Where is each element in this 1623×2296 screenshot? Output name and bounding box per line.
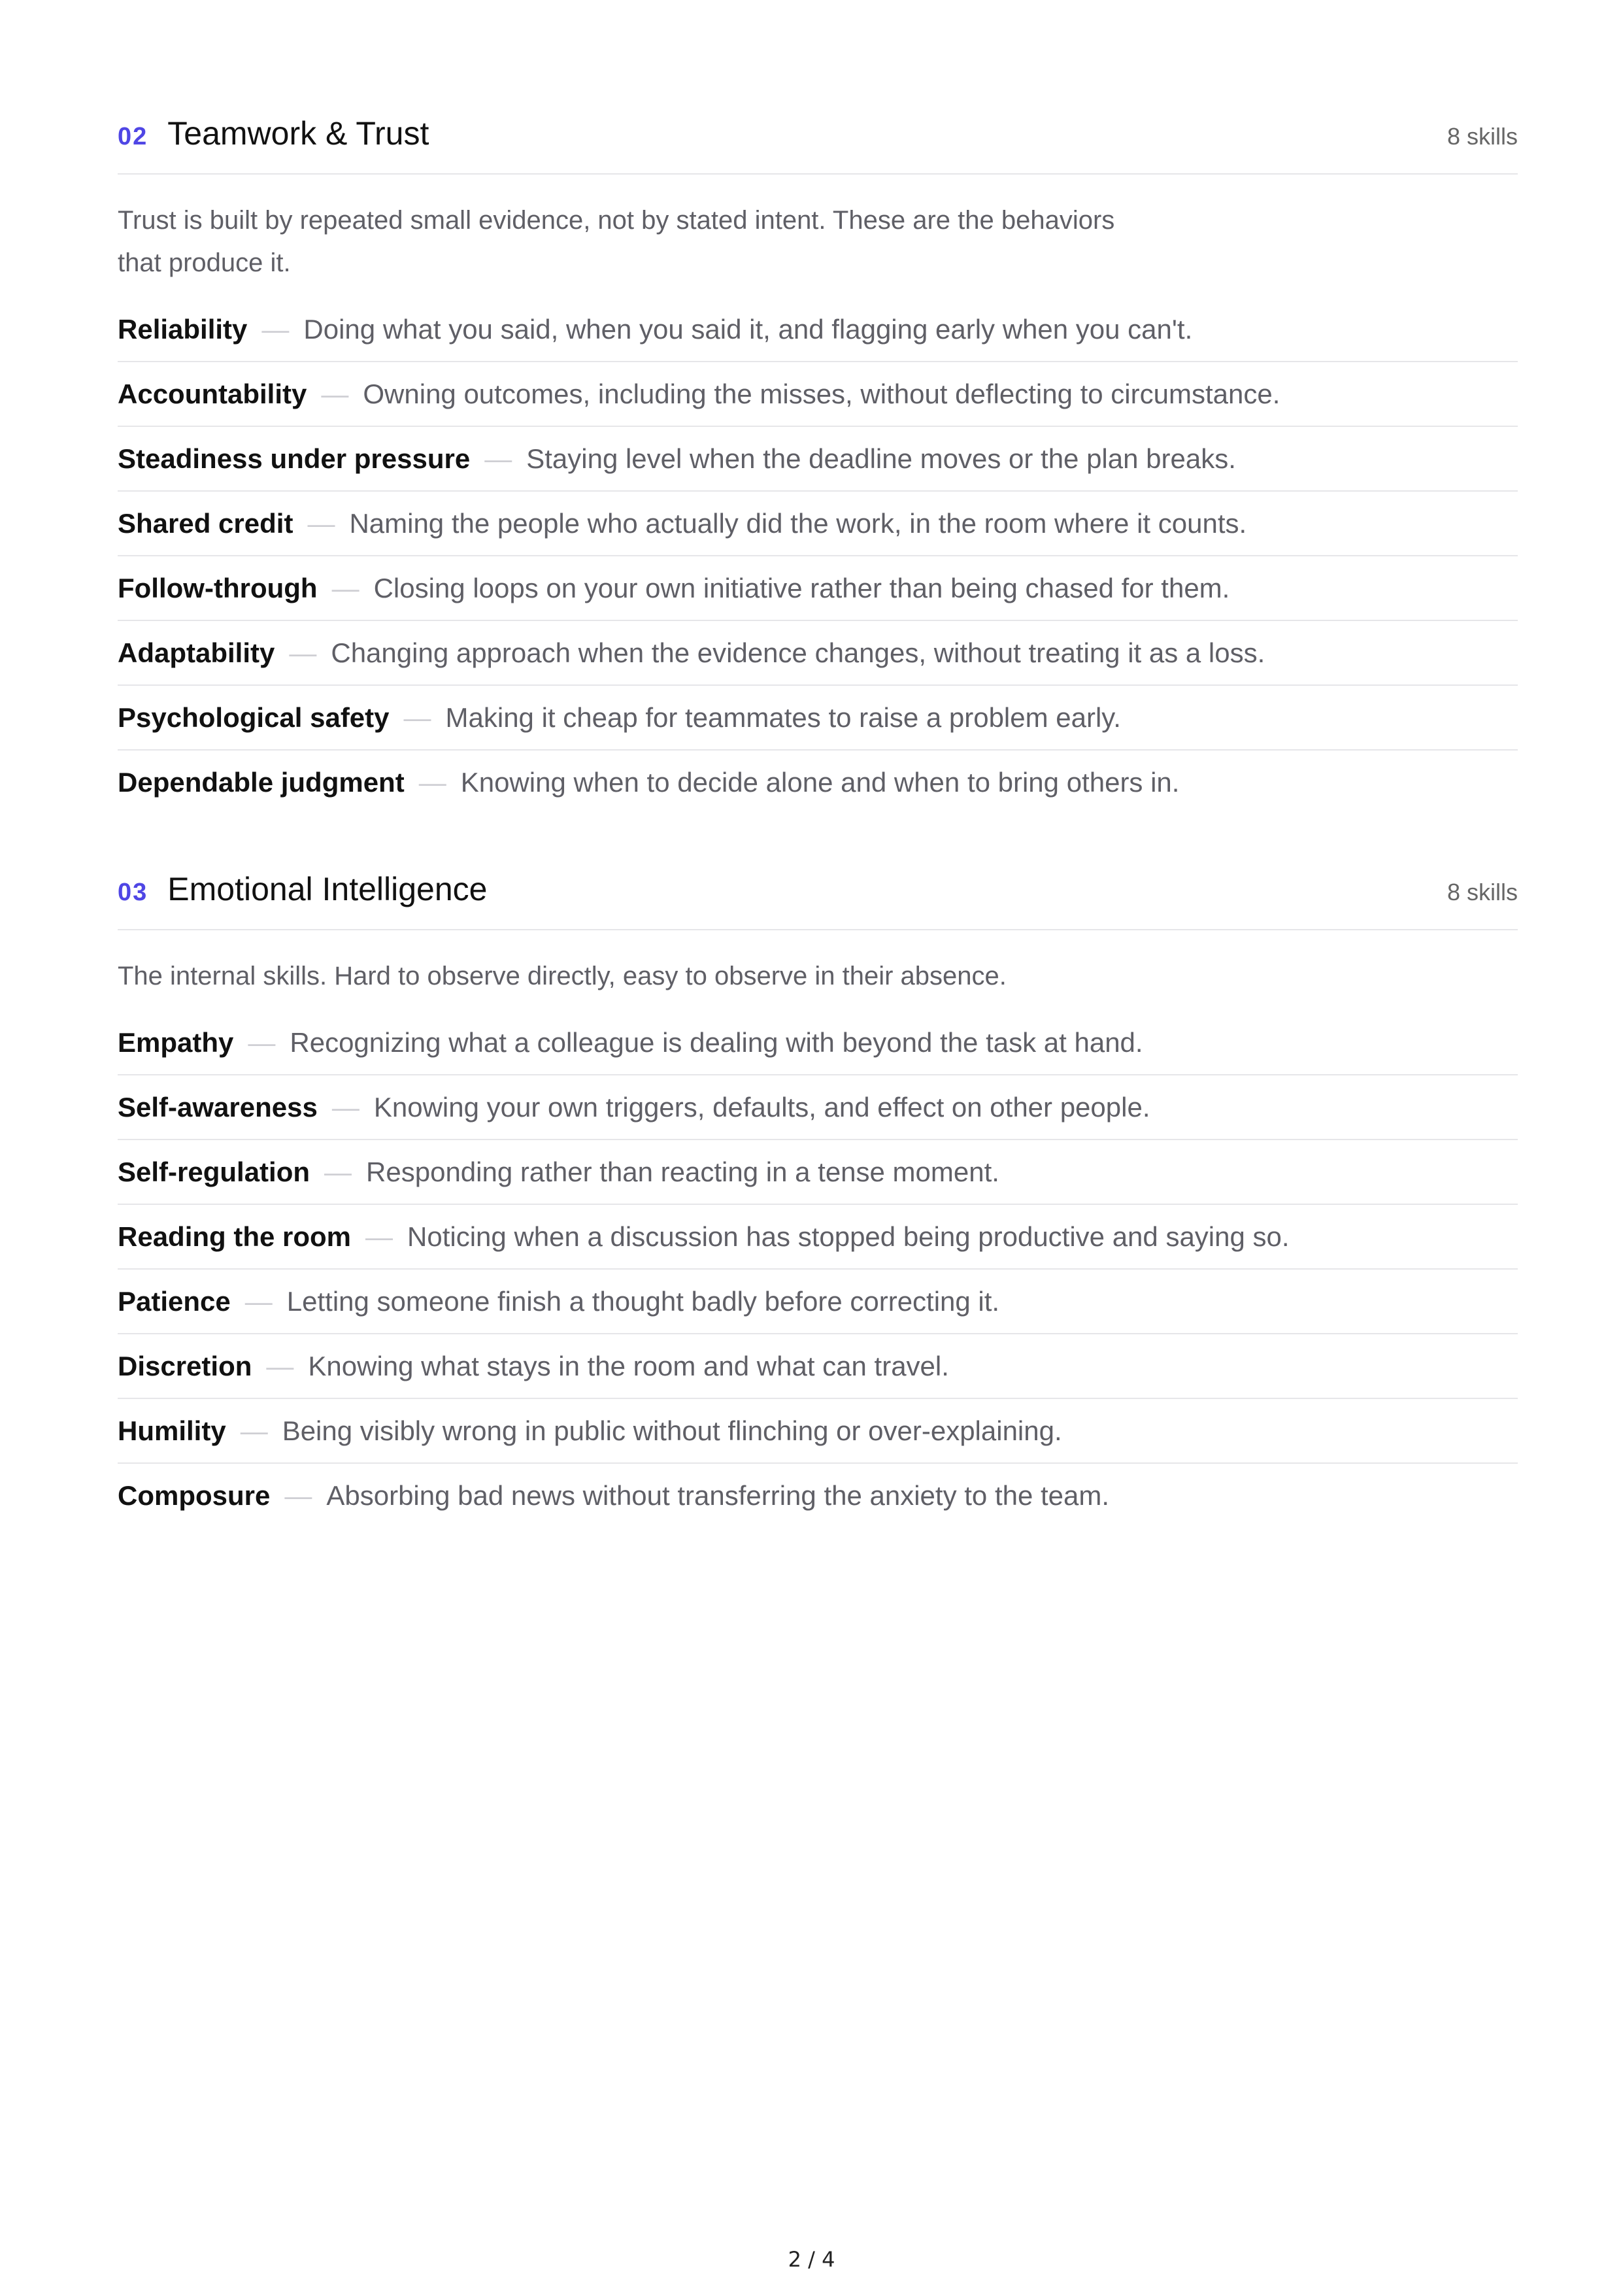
skill-name: Steadiness under pressure [118, 443, 471, 474]
skill-name: Reliability [118, 313, 248, 345]
em-dash: — [365, 1221, 393, 1252]
em-dash: — [331, 572, 360, 603]
section-number: 03 [118, 879, 148, 906]
skill-row [118, 1334, 1518, 1399]
skill-description: Staying level when the deadline moves or the plan breaks. [526, 443, 1236, 474]
em-dash: — [289, 637, 317, 668]
skill-name: Shared credit [118, 507, 293, 539]
em-dash: — [307, 507, 335, 539]
skill-description: Doing what you said, when you said it, and flagging early when you can't. [303, 313, 1193, 345]
skill-description: Knowing when to decide alone and when to bring others in. [460, 766, 1180, 798]
em-dash: — [248, 1026, 276, 1058]
skill-description: Changing approach when the evidence changes, without treating it as a loss. [331, 637, 1265, 668]
section-header [118, 870, 1518, 930]
skill-name: Humility [118, 1415, 226, 1446]
skill-name: Accountability [118, 378, 307, 409]
section-title-group [118, 870, 487, 908]
skill-list [118, 1011, 1518, 1527]
section-intro [118, 955, 1190, 998]
skill-description: Knowing what stays in the room and what can travel. [308, 1350, 949, 1381]
em-dash: — [324, 1156, 352, 1187]
skill-list [118, 297, 1518, 814]
skill-name: Reading the room [118, 1221, 352, 1252]
em-dash: — [266, 1350, 294, 1381]
em-dash: — [284, 1479, 312, 1511]
skill-description: Closing loops on your own initiative rather than being chased for them. [373, 572, 1230, 603]
skill-row [118, 1011, 1518, 1075]
section-title: Emotional Intelligence [167, 871, 488, 907]
intro-line: that produce it. [118, 248, 291, 277]
section-emotional-intelligence [118, 870, 1518, 1527]
skill-name: Follow-through [118, 572, 318, 603]
section-number: 02 [118, 123, 148, 150]
skill-description: Making it cheap for teammates to raise a problem early. [445, 701, 1121, 733]
skill-description: Recognizing what a colleague is dealing with beyond the task at hand. [290, 1026, 1143, 1058]
em-dash: — [261, 313, 290, 345]
section-title-group [118, 114, 429, 152]
em-dash: — [244, 1285, 273, 1317]
skill-description: Responding rather than reacting in a tense moment. [366, 1156, 999, 1187]
intro-line: The internal skills. Hard to observe directly, easy to observe in their absence. [118, 962, 1007, 990]
skill-row [118, 427, 1518, 492]
section-title: Teamwork & Trust [167, 115, 429, 152]
skill-row [118, 1140, 1518, 1205]
skill-name: Psychological safety [118, 701, 390, 733]
skill-name: Self-regulation [118, 1156, 310, 1187]
skill-name: Patience [118, 1285, 231, 1317]
skill-row [118, 556, 1518, 621]
section-intro [118, 199, 1190, 284]
intro-line: Trust is built by repeated small evidence, not by stated intent. These are the behaviors [118, 206, 1115, 235]
skill-row [118, 1205, 1518, 1270]
skill-row [118, 1399, 1518, 1464]
skill-description: Knowing your own triggers, defaults, and effect on other people. [373, 1091, 1150, 1123]
skill-row [118, 492, 1518, 556]
em-dash: — [331, 1091, 360, 1123]
em-dash: — [240, 1415, 268, 1446]
skill-name: Adaptability [118, 637, 275, 668]
skill-row [118, 297, 1518, 362]
section-header [118, 114, 1518, 175]
em-dash: — [321, 378, 349, 409]
skill-row [118, 1270, 1518, 1334]
section-teamwork-trust [118, 114, 1518, 814]
skill-description: Owning outcomes, including the misses, without deflecting to circumstance. [363, 378, 1280, 409]
skill-row [118, 686, 1518, 751]
document-page [118, 114, 1518, 1583]
skill-description: Naming the people who actually did the work, in the room where it counts. [349, 507, 1247, 539]
skill-count: 8 skills [1447, 123, 1518, 150]
skill-name: Empathy [118, 1026, 234, 1058]
em-dash: — [403, 701, 431, 733]
em-dash: — [484, 443, 512, 474]
skill-name: Self-awareness [118, 1091, 318, 1123]
skill-description: Noticing when a discussion has stopped being productive and saying so. [407, 1221, 1290, 1252]
skill-row [118, 751, 1518, 814]
skill-name: Dependable judgment [118, 766, 405, 798]
skill-row [118, 362, 1518, 427]
skill-name: Discretion [118, 1350, 252, 1381]
skill-row [118, 1075, 1518, 1140]
skill-count: 8 skills [1447, 879, 1518, 905]
page-number: 2 / 4 [788, 2247, 835, 2272]
skill-row [118, 621, 1518, 686]
skill-description: Letting someone finish a thought badly before correcting it. [286, 1285, 1000, 1317]
skill-description: Being visibly wrong in public without flinching or over-explaining. [282, 1415, 1062, 1446]
skill-row [118, 1464, 1518, 1527]
em-dash: — [418, 766, 446, 798]
skill-name: Composure [118, 1479, 271, 1511]
skill-description: Absorbing bad news without transferring the anxiety to the team. [326, 1479, 1110, 1511]
